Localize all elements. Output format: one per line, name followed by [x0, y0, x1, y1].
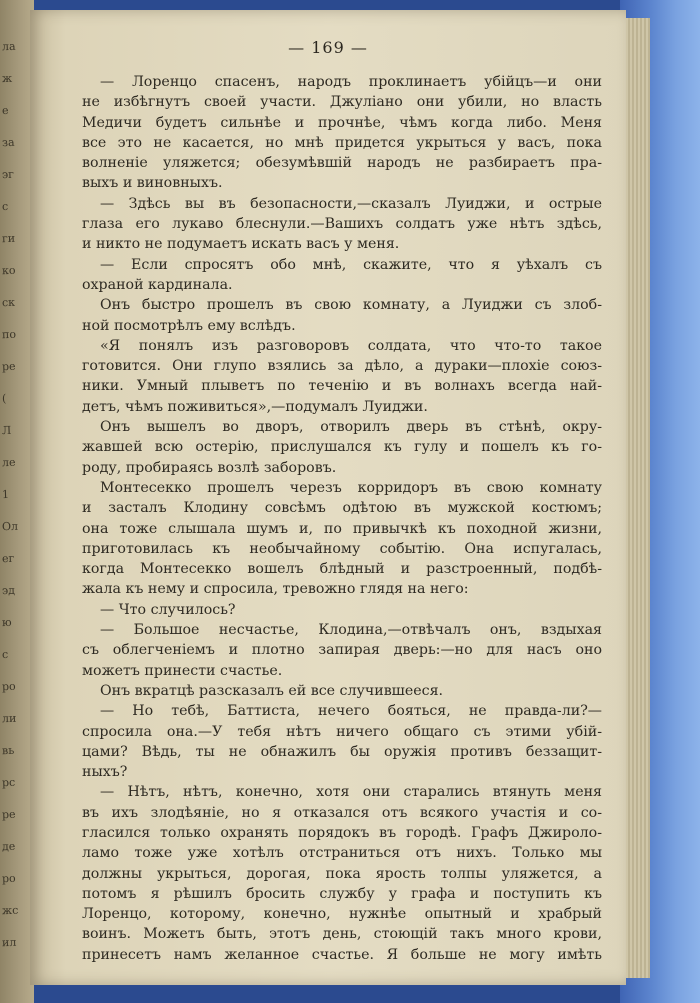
left-page-text-fragment: ро	[1, 871, 16, 886]
text-line: ныхъ?	[82, 764, 128, 781]
text-line: и никто не подумаетъ искать васъ у меня.	[82, 236, 400, 253]
text-line: все это не касается, но мнѣ придется укрыться у васъ, пока	[82, 134, 602, 151]
left-page-text-fragment: ги	[1, 231, 16, 246]
text-line: воинъ. Можетъ быть, этотъ день, стоющій такъ много крови,	[82, 926, 602, 943]
text-line: можетъ принести счастье.	[82, 662, 283, 679]
text-line: — Большое несчастье, Клодина,—отвѣчалъ онъ, вздыхая	[100, 622, 602, 639]
left-page-text-fragment: Л	[1, 423, 12, 438]
left-page-text-fragment: ла	[1, 39, 16, 54]
text-line: детъ, чѣмъ поживиться»,—подумалъ Луиджи.	[82, 398, 428, 415]
left-page-text-fragment: эд	[1, 583, 16, 598]
left-page-text-fragment: ро	[1, 679, 16, 694]
left-page-text-fragment: ег	[1, 551, 15, 566]
text-line: спросила она.—У тебя нѣтъ ничего общаго съ этими убій-	[82, 723, 602, 740]
left-page-text-fragment: по	[1, 327, 17, 342]
text-line: Онъ вышелъ во дворъ, отворилъ дверь въ стѣнѣ, окру-	[100, 419, 602, 436]
text-line: выхъ и виновныхъ.	[82, 175, 223, 192]
book-page	[30, 10, 626, 985]
left-page-text-fragment: ре	[1, 359, 16, 374]
text-line: «Я понялъ изъ разговоровъ солдата, что что-то такое	[100, 337, 602, 354]
left-page-text-fragment: 1	[1, 487, 10, 502]
text-line: — Что случилось?	[100, 601, 236, 618]
text-line: въ ихъ злодѣяніе, но я отказался отъ всякого участія и со-	[82, 804, 602, 821]
text-line: ламо тоже уже хотѣлъ отстраниться отъ нихъ. Только мы	[82, 845, 602, 862]
text-line: Онъ быстро прошелъ въ свою комнату, а Луиджи съ злоб-	[100, 297, 602, 314]
page-number: — 169 —	[288, 38, 368, 57]
text-line: ники. Умный плыветъ по теченію и въ волнахъ всегда най-	[82, 378, 602, 395]
page-text	[82, 72, 602, 965]
left-page-text-fragment: с	[1, 199, 9, 214]
text-line: роду, пробираясь возлѣ заборовъ.	[82, 459, 337, 476]
left-page-text-fragment: ре	[1, 807, 16, 822]
text-line: потомъ я рѣшилъ бросить службу у графа и поступить къ	[82, 885, 602, 902]
left-page-edge	[0, 0, 34, 1003]
left-page-text-fragment: е	[1, 103, 9, 118]
left-page-text-fragment: ле	[1, 455, 16, 470]
left-page-text-fragment: де	[1, 839, 16, 854]
text-line: Медичи будетъ сильнѣе и прочнѣе, чѣмъ когда либо. Меня	[82, 114, 602, 131]
text-line: Онъ вкратцѣ разсказалъ ей все случившееся.	[100, 682, 444, 699]
text-line: глаза его лукаво блеснули.—Вашихъ солдатъ уже нѣтъ здѣсь,	[82, 216, 602, 233]
left-page-text-fragment: за	[1, 135, 15, 150]
text-line: жавшей всю остерію, прислушался къ гулу и пошелъ къ го-	[82, 439, 602, 456]
text-line: принесетъ намъ желанное счастье. Я больше не могу имѣть	[82, 946, 602, 963]
left-page-text-fragment: рс	[1, 775, 16, 790]
text-line: Лоренцо, которому, конечно, нужнѣе опытный и храбрый	[82, 906, 602, 923]
left-page-text-fragment: ж	[1, 71, 13, 86]
text-line: съ облегченіемъ и плотно запирая дверь:—но для насъ оно	[82, 642, 602, 659]
left-page-text-fragment: ю	[1, 615, 12, 630]
text-line: — Но тебѣ, Баттиста, нечего бояться, не правда-ли?—	[100, 703, 602, 720]
text-line: цами? Вѣдь, ты не обнажилъ бы оружія противъ беззащит-	[82, 743, 602, 760]
text-line: должны укрыться, дорогая, пока ярость толпы уляжется, а	[82, 865, 602, 882]
left-page-text-fragment: ли	[1, 711, 17, 726]
text-line: — Нѣтъ, нѣтъ, конечно, хотя они старались втянуть меня	[100, 784, 602, 801]
text-line: не избѣгнутъ своей участи. Джуліано они убили, но власть	[82, 94, 602, 111]
text-line: Монтесекко прошелъ черезъ корридоръ въ свою комнату	[100, 479, 602, 496]
left-page-text-fragment: Ол	[1, 519, 19, 534]
text-line: охраной кардинала.	[82, 276, 233, 293]
left-page-text-fragment: (	[1, 391, 7, 406]
left-page-text-fragment: ил	[1, 935, 17, 950]
text-line: — Здѣсь вы въ безопасности,—сказалъ Луиджи, и острые	[100, 195, 602, 212]
text-line: и засталъ Клодину совсѣмъ одѣтою въ мужской костюмъ;	[82, 500, 602, 517]
left-page-text-fragment: эг	[1, 167, 15, 182]
left-page-text-fragment: жс	[1, 903, 19, 918]
left-page-text-fragment: ко	[1, 263, 16, 278]
left-page-text-fragment: с	[1, 647, 9, 662]
text-line: готовится. Они глупо взялись за дѣло, а дураки—плохіе союз-	[82, 358, 602, 375]
text-line: приготовилась къ необычайному событію. Она испугалась,	[82, 540, 602, 557]
text-line: волненіе уляжется; обезумѣвшій народъ не разбираетъ пра-	[82, 155, 602, 172]
text-line: — Если спросятъ обо мнѣ, скажите, что я уѣхалъ съ	[100, 256, 602, 273]
text-line: гласился только охранять порядокъ въ городѣ. Графъ Джироло-	[82, 824, 602, 841]
text-line: жала къ нему и спросила, тревожно глядя на него:	[82, 581, 469, 598]
text-line: когда Монтесекко вошелъ блѣдный и разстроенный, подбѣ-	[82, 561, 602, 578]
left-page-text-fragment: вь	[1, 743, 15, 758]
text-line: — Лоренцо спасенъ, народъ проклинаетъ убійцъ—и они	[100, 74, 602, 90]
left-page-text-fragment: ск	[1, 295, 16, 310]
text-line: она тоже слышала шумъ и, по привычкѣ къ походной жизни,	[82, 520, 602, 537]
text-line: ной посмотрѣлъ ему вслѣдъ.	[82, 317, 296, 334]
